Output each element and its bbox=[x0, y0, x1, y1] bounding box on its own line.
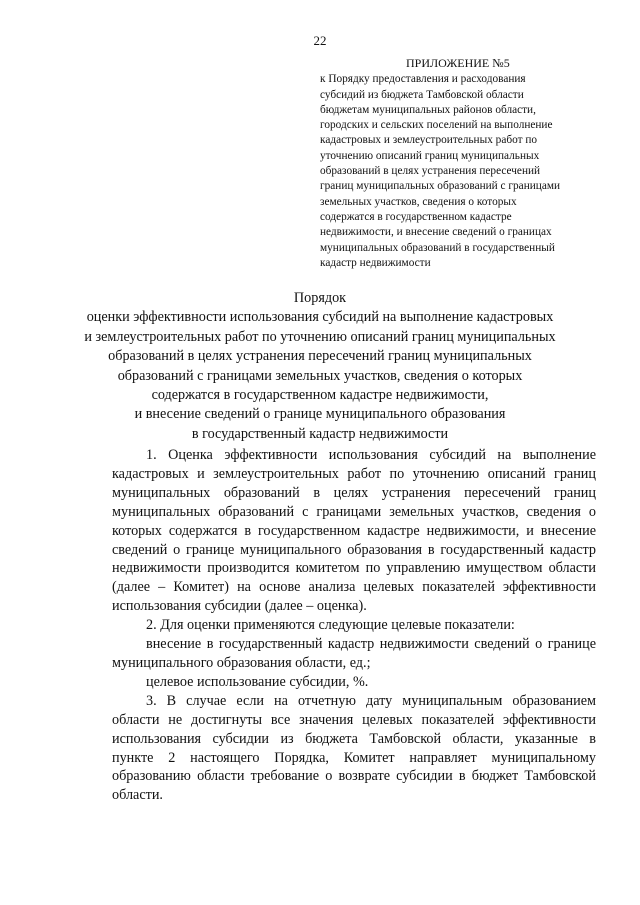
annex-line: муниципальных образований в государственный bbox=[320, 241, 555, 254]
text-line: недвижимости производится комитетом по управлению имуществом области bbox=[112, 560, 596, 577]
text-line: области. bbox=[112, 787, 163, 804]
order-title-line: оценки эффективности использования субсидий на выполнение кадастровых bbox=[86, 309, 554, 326]
text-line: использования субсидии из бюджета Тамбовской области, указанные в bbox=[112, 730, 596, 747]
document-body bbox=[112, 446, 596, 805]
order-title-line: образований с границами земельных участков, сведения о которых bbox=[117, 367, 523, 384]
text-line: муниципального образования области, ед.; bbox=[112, 654, 371, 671]
text-line: пункте 2 настоящего Порядка, Комитет направляет муниципальному bbox=[112, 749, 596, 766]
text-line: области не достигнуты все значения целевых показателей эффективности bbox=[112, 711, 596, 728]
annex-line: уточнению описаний границ муниципальных bbox=[320, 149, 540, 162]
paragraph-indicator-2 bbox=[112, 673, 596, 692]
annex-line: образований в целях устранения пересечений bbox=[320, 165, 541, 178]
order-title-line: содержатся в государственном кадастре недвижимости, bbox=[151, 387, 489, 404]
text-line: использования субсидии (далее – оценка). bbox=[112, 598, 367, 615]
paragraph-1 bbox=[112, 446, 596, 616]
page-number: 22 bbox=[313, 33, 327, 48]
order-title bbox=[0, 289, 640, 444]
annex-line: кадастр недвижимости bbox=[320, 256, 431, 269]
text-line: муниципальных образований в целях устранения пересечений границ bbox=[112, 484, 596, 501]
annex-line: содержатся в государственном кадастре bbox=[320, 210, 512, 223]
text-line: образованию области требование о возврате субсидии в бюджет Тамбовской bbox=[112, 768, 596, 785]
text-line: 3. В случае если на отчетную дату муниципальным образованием bbox=[146, 692, 596, 709]
annex-line: к Порядку предоставления и расходования bbox=[320, 73, 526, 86]
paragraph-indicator-1 bbox=[112, 635, 596, 673]
text-line: муниципальных образований с границами земельных участков, сведения о bbox=[112, 503, 596, 520]
paragraph-2 bbox=[112, 616, 596, 635]
annex-line: бюджетам муниципальных районов области, bbox=[320, 103, 536, 116]
text-line: внесение в государственный кадастр недвижимости сведений о границе bbox=[146, 636, 596, 653]
annex-line: границ муниципальных образований с границами bbox=[320, 180, 561, 193]
text-line: целевое использование субсидии, %. bbox=[146, 673, 369, 690]
text-line: 2. Для оценки применяются следующие целевые показатели: bbox=[146, 617, 515, 634]
order-heading: Порядок bbox=[293, 290, 347, 306]
text-line: 1. Оценка эффективности использования субсидий на выполнение bbox=[146, 447, 596, 463]
text-line: кадастровых и землеустроительных работ по уточнению описаний границ bbox=[112, 465, 596, 482]
order-title-line: и землеустроительных работ по уточнению описаний границ муниципальных bbox=[84, 328, 556, 345]
annex-line: недвижимости, и внесение сведений о границах bbox=[320, 226, 552, 239]
text-line: которых содержатся в государственном кадастре недвижимости, и внесение bbox=[112, 522, 596, 539]
annex-line: городских и сельских поселений на выполнение bbox=[320, 119, 553, 132]
annex-line: кадастровых и землеустроительных работ по bbox=[320, 134, 538, 147]
order-title-line: и внесение сведений о границе муниципального образования bbox=[134, 406, 506, 423]
annex-block bbox=[320, 56, 610, 271]
text-line: (далее – Комитет) на основе анализа целевых показателей эффективности bbox=[112, 579, 596, 596]
annex-line: субсидий из бюджета Тамбовской области bbox=[320, 88, 524, 101]
text-line: сведений о границе муниципального образования в государственный кадастр bbox=[112, 541, 596, 558]
paragraph-3 bbox=[112, 692, 596, 805]
order-title-line: в государственный кадастр недвижимости bbox=[191, 425, 449, 442]
annex-line: земельных участков, сведения о которых bbox=[320, 195, 517, 208]
order-title-line: образований в целях устранения пересечений границ муниципальных bbox=[108, 348, 532, 365]
annex-title: ПРИЛОЖЕНИЕ №5 bbox=[406, 56, 510, 70]
